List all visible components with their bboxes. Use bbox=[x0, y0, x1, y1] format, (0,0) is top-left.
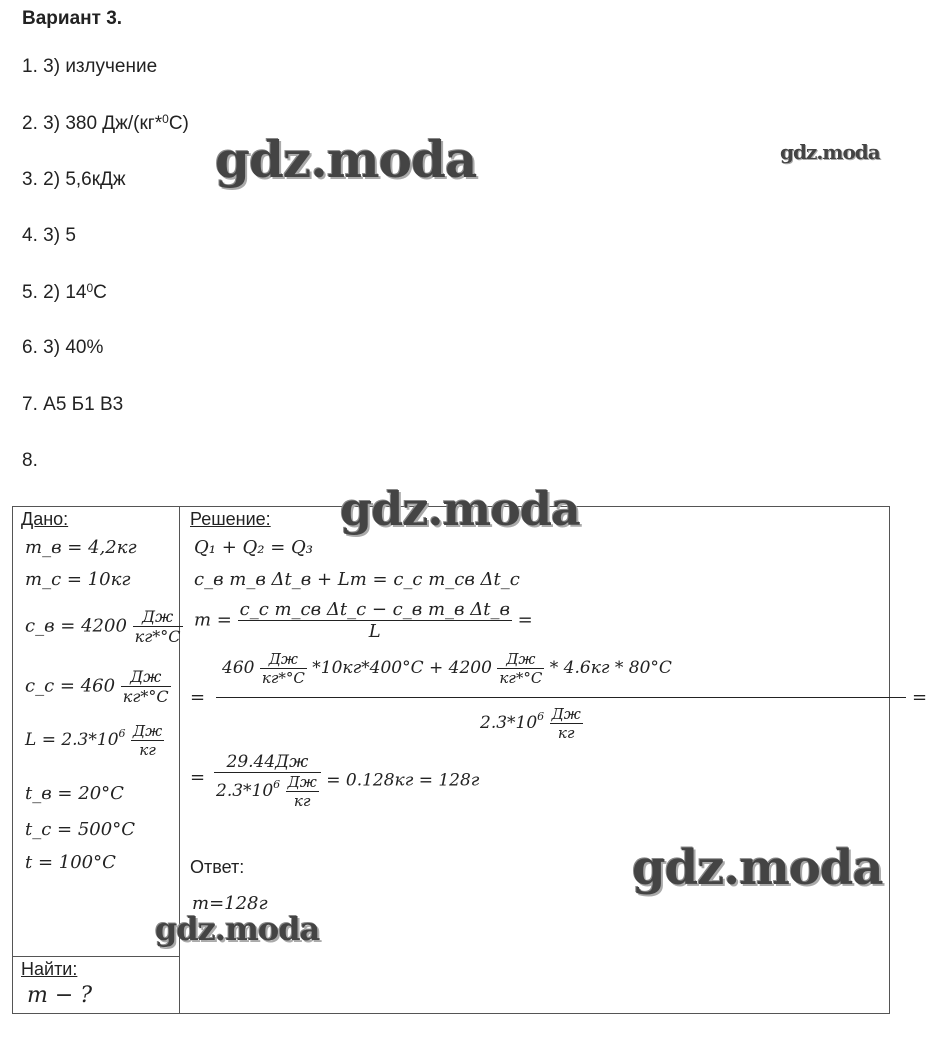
eq5-equals: = bbox=[190, 767, 206, 788]
eq5-fraction: 29.44Дж $2.3*10^6$ $\frac{Дж}{кг}$ = 0.128кг = 128г bbox=[216, 752, 480, 810]
eq4-denominator: $2.3*10^6$ $\frac{Дж}{кг}$ bbox=[480, 705, 581, 742]
answer-text: 3) 40% bbox=[43, 337, 104, 358]
watermark-logo: gdz.moda bbox=[632, 840, 883, 896]
answer-text: 3) 380 Дж/(кг* bbox=[43, 113, 163, 134]
answer-text: 2) 14 bbox=[43, 282, 87, 303]
answer-number: 2. bbox=[22, 113, 38, 134]
answer-text: А5 Б1 В3 bbox=[43, 394, 124, 415]
find-value: m − ? bbox=[27, 983, 93, 1008]
answer-item bbox=[22, 112, 189, 135]
eq-heat: c_в m_в Δt_в + Lm = c_с m_св Δt_с bbox=[194, 569, 520, 590]
answer-item bbox=[22, 281, 107, 304]
answer-item bbox=[22, 56, 157, 78]
given-L: $L = 2.3*10^6$ $\frac{Дж}{кг}$ bbox=[25, 722, 163, 759]
answer-number: 5. bbox=[22, 282, 38, 303]
eq4-numerator: 460 $\frac{Дж}{кг*^\circ C}$ *10кг*400°C + 4200 $\frac{Дж}{кг*^\circ C}$ * 4.6кг * 80°C bbox=[222, 650, 672, 687]
eq-mass-formula: m = $\frac{\text{c\_с m\_св Δt\_с − c\_в m\_в Δt\_в}}{L}$ = bbox=[194, 599, 533, 642]
given-header: Дано: bbox=[21, 509, 69, 529]
answer-item bbox=[22, 169, 126, 191]
given-tv: t_в = 20°C bbox=[25, 783, 124, 804]
watermark-logo: gdz.moda bbox=[215, 130, 477, 189]
given-cv: c_в = 4200 $\frac{Дж}{кг*^\circ C}$ bbox=[25, 607, 181, 646]
answer-text: 2) 5,6кДж bbox=[43, 169, 126, 190]
answer-number: 6. bbox=[22, 337, 38, 358]
solution-header: Решение: bbox=[190, 509, 271, 529]
answer-number: 1. bbox=[22, 56, 38, 77]
answer-value: m=128г bbox=[192, 893, 268, 914]
page-title: Вариант 3. bbox=[22, 8, 123, 29]
answer-item bbox=[22, 394, 123, 416]
answer-tail: С) bbox=[168, 113, 189, 134]
answer-item bbox=[22, 450, 38, 472]
answer-number: 7. bbox=[22, 394, 38, 415]
given-cs: c_с = 460 $\frac{Дж}{кг*^\circ C}$ bbox=[25, 667, 169, 706]
watermark-logo: gdz.moda bbox=[780, 140, 880, 164]
eq4-fraction-bar bbox=[216, 697, 906, 698]
answer-tail: С bbox=[93, 282, 107, 303]
find-cell bbox=[13, 957, 180, 1014]
watermark-logo: gdz.moda bbox=[340, 482, 580, 536]
answer-header: Ответ: bbox=[190, 857, 245, 877]
answer-superscript: 0 bbox=[162, 112, 169, 126]
answer-item bbox=[22, 225, 76, 247]
eq4-equals-right: = bbox=[912, 687, 928, 708]
answer-text: 3) излучение bbox=[43, 56, 158, 77]
given-ms: m_с = 10кг bbox=[25, 569, 131, 590]
answer-item bbox=[22, 337, 103, 359]
answer-number: 8. bbox=[22, 450, 38, 471]
given-t: t = 100°C bbox=[25, 852, 116, 873]
given-mv: m_в = 4,2кг bbox=[25, 537, 137, 558]
answer-number: 4. bbox=[22, 225, 38, 246]
answer-text: 3) 5 bbox=[43, 225, 76, 246]
given-ts: t_с = 500°C bbox=[25, 819, 135, 840]
eq-balance: Q₁ + Q₂ = Q₃ bbox=[194, 537, 313, 558]
given-cell bbox=[13, 507, 180, 957]
eq4-equals-left: = bbox=[190, 687, 206, 708]
answer-superscript: 0 bbox=[86, 281, 94, 295]
find-header: Найти: bbox=[21, 959, 78, 979]
watermark-logo: gdz.moda bbox=[155, 910, 320, 948]
task-table bbox=[12, 506, 928, 1014]
answer-number: 3. bbox=[22, 169, 38, 190]
